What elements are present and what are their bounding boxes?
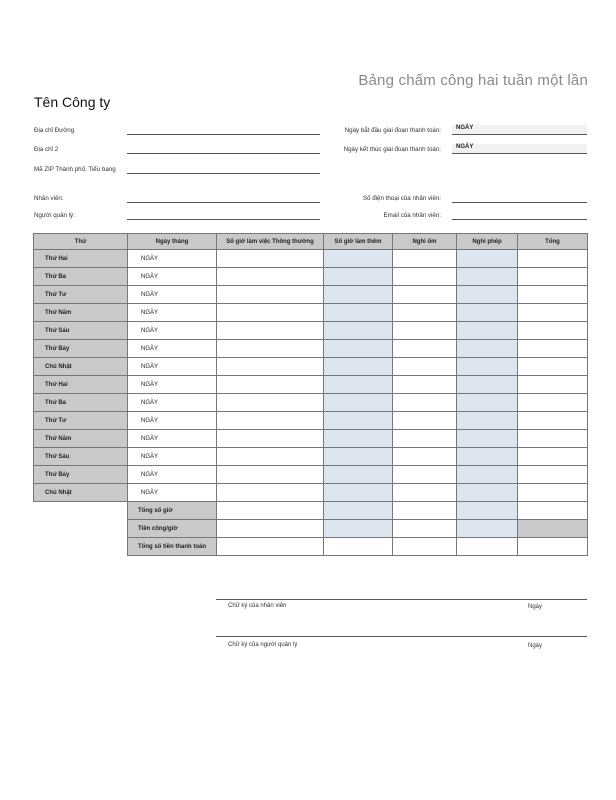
header-overtime: Số giờ làm thêm — [324, 234, 393, 250]
overtime-cell[interactable] — [324, 358, 393, 376]
end-date-field[interactable] — [452, 144, 587, 154]
table-row — [34, 322, 588, 340]
day-cell: Thứ Sáu — [34, 448, 128, 466]
rate-per-hour-label: Tiền công/giờ — [128, 520, 217, 538]
overtime-cell[interactable] — [324, 430, 393, 448]
email-field[interactable] — [452, 219, 587, 220]
header-day: Thứ — [34, 234, 128, 250]
day-cell: Thứ Hai — [34, 250, 128, 268]
employee-date-label: Ngày — [528, 604, 543, 610]
regular-hours-cell[interactable] — [217, 466, 324, 484]
sick-cell[interactable] — [393, 322, 457, 340]
day-cell: Thứ Năm — [34, 430, 128, 448]
employee-signature-line[interactable] — [216, 599, 587, 600]
total-cell[interactable] — [518, 412, 588, 430]
table-row — [34, 286, 588, 304]
total-cell[interactable] — [518, 466, 588, 484]
total-overtime-cell[interactable] — [324, 502, 393, 520]
date-cell[interactable]: NGÀY — [128, 268, 217, 286]
total-hours-label: Tổng số giờ — [128, 502, 217, 520]
table-row — [34, 466, 588, 484]
sick-cell[interactable] — [393, 466, 457, 484]
date-cell[interactable]: NGÀY — [128, 286, 217, 304]
start-date-value: NGÀY — [456, 125, 474, 131]
header-vacation: Nghỉ phép — [457, 234, 518, 250]
employee-label: Nhân viên: — [34, 195, 64, 202]
pay-vacation-cell[interactable] — [457, 538, 518, 556]
summary-spacer — [34, 538, 128, 556]
vacation-cell[interactable] — [457, 286, 518, 304]
total-cell[interactable] — [518, 376, 588, 394]
summary-spacer — [34, 520, 128, 538]
zip-city-state-field[interactable] — [127, 173, 320, 174]
total-cell[interactable] — [518, 394, 588, 412]
overtime-cell[interactable] — [324, 376, 393, 394]
total-cell[interactable] — [518, 340, 588, 358]
phone-label: Số điện thoại của nhân viên: — [362, 195, 441, 202]
overtime-cell[interactable] — [324, 286, 393, 304]
overtime-cell[interactable] — [324, 466, 393, 484]
header-date: Ngày tháng — [128, 234, 217, 250]
overtime-cell[interactable] — [324, 412, 393, 430]
vacation-cell[interactable] — [457, 358, 518, 376]
table-row — [34, 358, 588, 376]
total-regular-cell[interactable] — [217, 502, 324, 520]
total-cell[interactable] — [518, 322, 588, 340]
regular-hours-cell[interactable] — [217, 268, 324, 286]
summary-row-total-hours — [34, 502, 588, 520]
regular-hours-cell[interactable] — [217, 286, 324, 304]
table-row — [34, 448, 588, 466]
day-cell: Thứ Ba — [34, 394, 128, 412]
manager-signature-line[interactable] — [216, 636, 587, 637]
table-row — [34, 484, 588, 502]
regular-hours-cell[interactable] — [217, 340, 324, 358]
rate-regular-cell[interactable] — [217, 520, 324, 538]
summary-row-total-pay — [34, 538, 588, 556]
date-cell[interactable]: NGÀY — [128, 250, 217, 268]
vacation-cell[interactable] — [457, 394, 518, 412]
vacation-cell[interactable] — [457, 340, 518, 358]
start-date-label: Ngày bắt đầu giai đoạn thanh toán: — [344, 127, 441, 134]
table-header-row — [34, 234, 588, 250]
sick-cell[interactable] — [393, 304, 457, 322]
day-cell: Thứ Hai — [34, 376, 128, 394]
vacation-cell[interactable] — [457, 376, 518, 394]
date-cell[interactable]: NGÀY — [128, 394, 217, 412]
table-row — [34, 268, 588, 286]
day-cell: Thứ Bảy — [34, 466, 128, 484]
day-cell: Chủ Nhật — [34, 484, 128, 502]
date-cell[interactable]: NGÀY — [128, 304, 217, 322]
sick-cell[interactable] — [393, 268, 457, 286]
vacation-cell[interactable] — [457, 466, 518, 484]
vacation-cell[interactable] — [457, 430, 518, 448]
total-cell[interactable] — [518, 448, 588, 466]
overtime-cell[interactable] — [324, 322, 393, 340]
overtime-cell[interactable] — [324, 250, 393, 268]
sick-cell[interactable] — [393, 484, 457, 502]
manager-date-label: Ngày — [528, 643, 543, 649]
table-row — [34, 430, 588, 448]
overtime-cell[interactable] — [324, 340, 393, 358]
vacation-cell[interactable] — [457, 322, 518, 340]
vacation-cell[interactable] — [457, 484, 518, 502]
company-name: Tên Công ty — [34, 94, 111, 110]
day-cell: Chủ Nhật — [34, 358, 128, 376]
total-cell[interactable] — [518, 286, 588, 304]
end-date-value: NGÀY — [456, 144, 474, 150]
street-field[interactable] — [127, 134, 320, 135]
total-vacation-cell[interactable] — [457, 502, 518, 520]
sick-cell[interactable] — [393, 250, 457, 268]
total-total-cell[interactable] — [518, 502, 588, 520]
sick-cell[interactable] — [393, 340, 457, 358]
date-cell[interactable]: NGÀY — [128, 358, 217, 376]
pay-total-cell[interactable] — [518, 538, 588, 556]
total-cell[interactable] — [518, 484, 588, 502]
regular-hours-cell[interactable] — [217, 376, 324, 394]
total-cell[interactable] — [518, 268, 588, 286]
regular-hours-cell[interactable] — [217, 394, 324, 412]
sick-cell[interactable] — [393, 286, 457, 304]
regular-hours-cell[interactable] — [217, 484, 324, 502]
table-row — [34, 250, 588, 268]
total-cell[interactable] — [518, 250, 588, 268]
vacation-cell[interactable] — [457, 304, 518, 322]
street-label: Địa chỉ Đường — [34, 127, 75, 134]
summary-spacer — [34, 502, 128, 520]
vacation-cell[interactable] — [457, 250, 518, 268]
pay-sick-cell[interactable] — [393, 538, 457, 556]
header-regular-hours: Số giờ làm việc Thông thường — [217, 234, 324, 250]
sick-cell[interactable] — [393, 412, 457, 430]
regular-hours-cell[interactable] — [217, 448, 324, 466]
rate-sick-cell[interactable] — [393, 520, 457, 538]
date-cell[interactable]: NGÀY — [128, 376, 217, 394]
sick-cell[interactable] — [393, 430, 457, 448]
overtime-cell[interactable] — [324, 268, 393, 286]
pay-regular-cell[interactable] — [217, 538, 324, 556]
total-cell[interactable] — [518, 430, 588, 448]
address2-field[interactable] — [127, 153, 320, 154]
vacation-cell[interactable] — [457, 448, 518, 466]
day-cell: Thứ Ba — [34, 268, 128, 286]
sick-cell[interactable] — [393, 448, 457, 466]
regular-hours-cell[interactable] — [217, 304, 324, 322]
manager-label: Người quản lý: — [34, 212, 75, 219]
regular-hours-cell[interactable] — [217, 412, 324, 430]
phone-field[interactable] — [452, 202, 587, 203]
date-cell[interactable]: NGÀY — [128, 340, 217, 358]
header-sick: Nghỉ ốm — [393, 234, 457, 250]
table-row — [34, 376, 588, 394]
total-cell[interactable] — [518, 304, 588, 322]
date-cell[interactable]: NGÀY — [128, 430, 217, 448]
rate-vacation-cell[interactable] — [457, 520, 518, 538]
day-cell: Thứ Bảy — [34, 340, 128, 358]
total-pay-label: Tổng số tiền thanh toán — [128, 538, 217, 556]
manager-field[interactable] — [127, 219, 320, 220]
table-row — [34, 304, 588, 322]
day-cell: Thứ Sáu — [34, 322, 128, 340]
employee-field[interactable] — [127, 202, 320, 203]
header-total: Tổng — [518, 234, 588, 250]
regular-hours-cell[interactable] — [217, 430, 324, 448]
date-cell[interactable]: NGÀY — [128, 484, 217, 502]
vacation-cell[interactable] — [457, 412, 518, 430]
overtime-cell[interactable] — [324, 448, 393, 466]
employee-signature-label: Chữ ký của nhân viên — [228, 603, 287, 609]
rate-overtime-cell[interactable] — [324, 520, 393, 538]
overtime-cell[interactable] — [324, 394, 393, 412]
email-label: Email của nhân viên: — [383, 212, 441, 219]
table-row — [34, 340, 588, 358]
date-cell[interactable]: NGÀY — [128, 322, 217, 340]
day-cell: Thứ Tư — [34, 286, 128, 304]
date-cell[interactable]: NGÀY — [128, 466, 217, 484]
document-title: Bảng chấm công hai tuần một lần — [358, 72, 588, 89]
end-date-label: Ngày kết thúc giai đoạn thanh toán: — [343, 146, 441, 153]
start-date-field[interactable] — [452, 125, 587, 135]
rate-total-cell — [518, 520, 588, 538]
manager-signature-label: Chữ ký của người quản lý — [228, 642, 298, 648]
date-cell[interactable]: NGÀY — [128, 412, 217, 430]
zip-city-state-label: Mã ZIP Thành phố, Tiểu bang — [34, 166, 116, 173]
sick-cell[interactable] — [393, 394, 457, 412]
vacation-cell[interactable] — [457, 268, 518, 286]
total-sick-cell[interactable] — [393, 502, 457, 520]
overtime-cell[interactable] — [324, 484, 393, 502]
sick-cell[interactable] — [393, 376, 457, 394]
address2-label: Địa chỉ 2 — [34, 146, 59, 153]
regular-hours-cell[interactable] — [217, 250, 324, 268]
total-cell[interactable] — [518, 358, 588, 376]
day-cell: Thứ Tư — [34, 412, 128, 430]
overtime-cell[interactable] — [324, 304, 393, 322]
summary-row-rate — [34, 520, 588, 538]
date-cell[interactable]: NGÀY — [128, 448, 217, 466]
regular-hours-cell[interactable] — [217, 358, 324, 376]
table-row — [34, 412, 588, 430]
timesheet-table — [33, 233, 588, 556]
sick-cell[interactable] — [393, 358, 457, 376]
regular-hours-cell[interactable] — [217, 322, 324, 340]
pay-overtime-cell[interactable] — [324, 538, 393, 556]
day-cell: Thứ Năm — [34, 304, 128, 322]
table-row — [34, 394, 588, 412]
